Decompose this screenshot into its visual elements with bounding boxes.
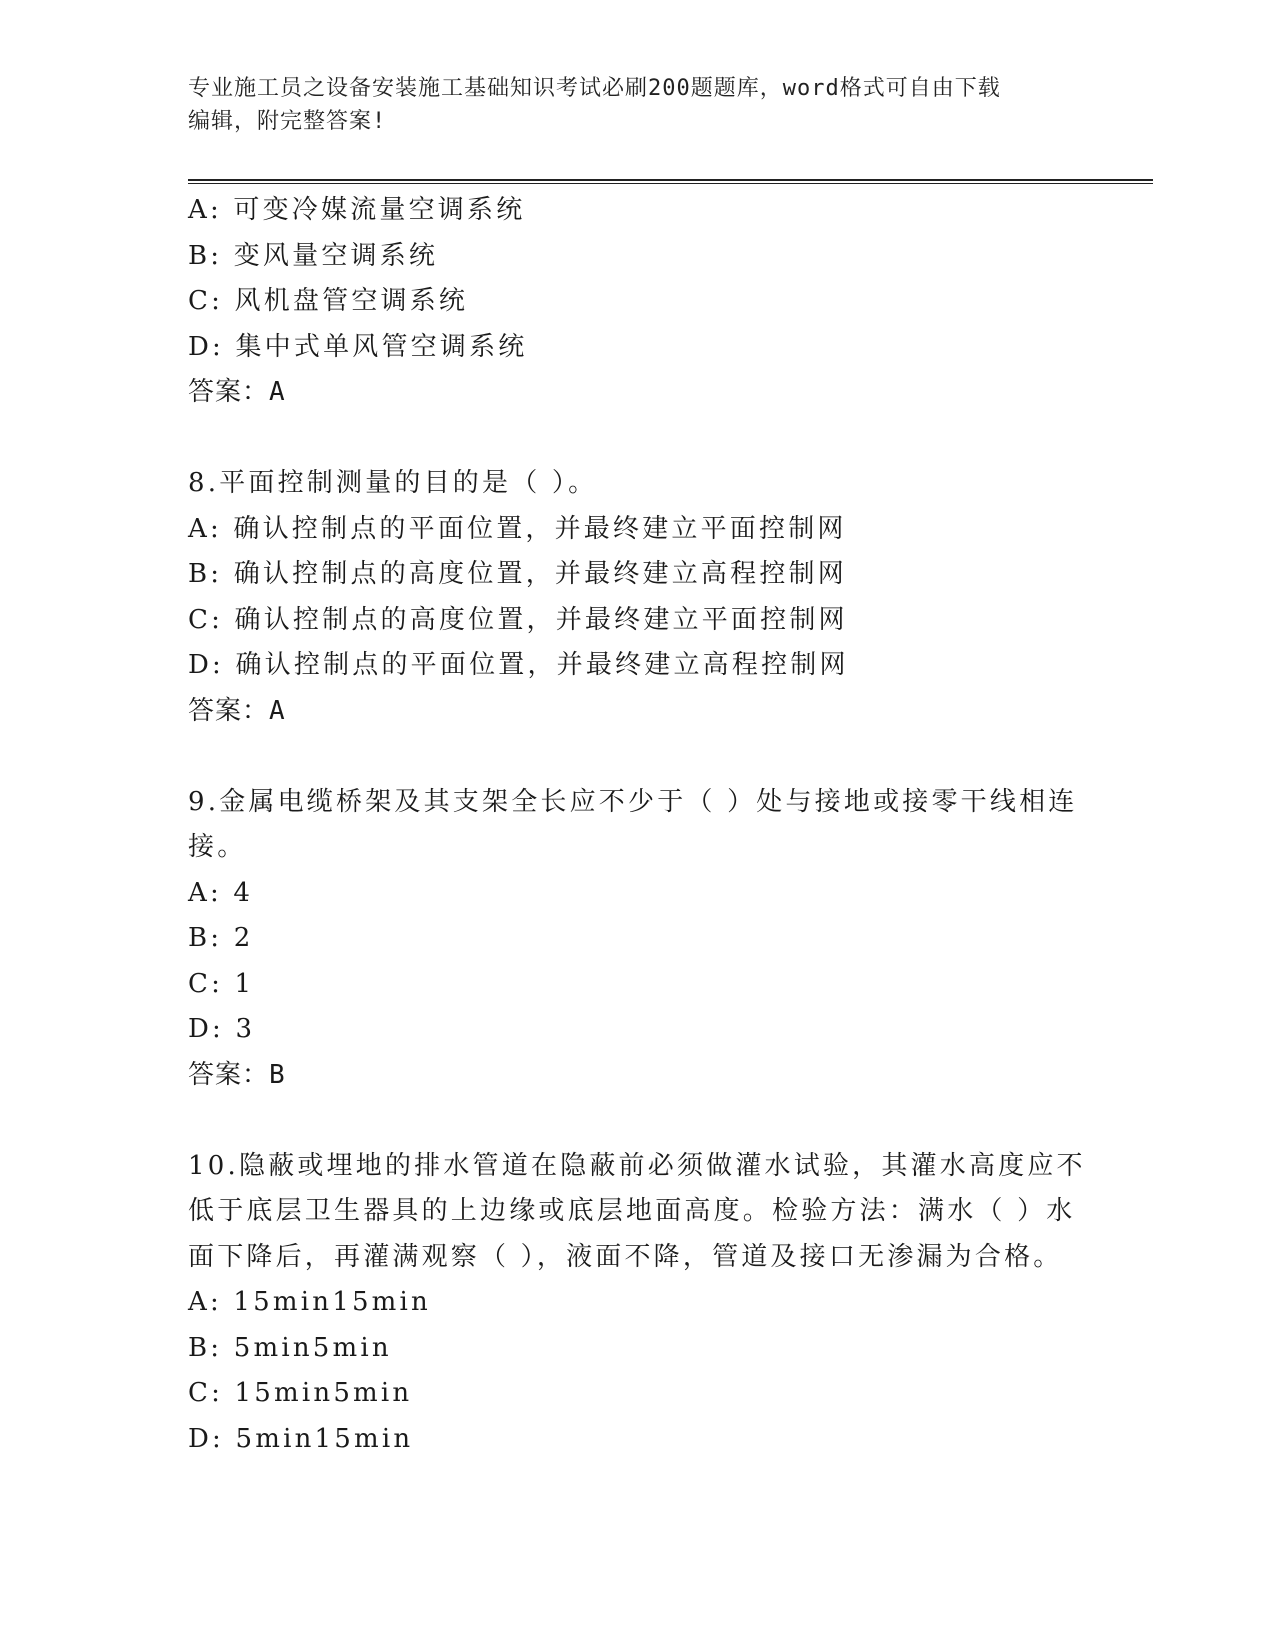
question-stem: 8.平面控制测量的目的是（ ）。	[188, 468, 598, 498]
question-block-8	[188, 461, 1088, 734]
question-stem-line-1: 9.金属电缆桥架及其支架全长应不少于（ ）处与接地或接零干线相连	[188, 786, 1078, 817]
question-block-9	[188, 780, 1088, 1099]
question-stem-line-2: 低于底层卫生器具的上边缘或底层地面高度。检验方法：满水（ ）水	[188, 1196, 1076, 1226]
option-c: C: 风机盘管空调系统	[188, 286, 469, 316]
option-a: A: 可变冷媒流量空调系统	[188, 195, 526, 225]
answer-line: 答案：A	[188, 695, 286, 726]
option-a: A: 15min15min	[188, 1287, 431, 1317]
question-stem-line-3: 面下降后，再灌满观察（ ），液面不降，管道及接口无渗漏为合格。	[188, 1241, 1063, 1272]
header-divider	[188, 179, 1153, 184]
spacer	[188, 734, 1088, 780]
option-a: A: 4	[188, 877, 254, 908]
option-c: C: 1	[188, 968, 255, 999]
question-block-7	[188, 188, 1088, 416]
header-title-line-1: 专业施工员之设备安装施工基础知识考试必刷200题题库，word格式可自由下载	[188, 76, 1001, 101]
option-c: C: 确认控制点的高度位置，并最终建立平面控制网	[188, 604, 848, 635]
option-d: D: 确认控制点的平面位置，并最终建立高程控制网	[188, 650, 849, 680]
question-stem-line-2: 接。	[188, 832, 247, 862]
option-d: D: 集中式单风管空调系统	[188, 331, 528, 362]
option-c: C: 15min5min	[188, 1378, 413, 1408]
option-b: B: 确认控制点的高度位置，并最终建立高程控制网	[188, 559, 847, 589]
spacer	[188, 416, 1088, 462]
option-b: B: 5min5min	[188, 1332, 392, 1363]
option-d: D: 5min15min	[188, 1423, 414, 1454]
spacer	[188, 1098, 1088, 1144]
question-block-10	[188, 1144, 1088, 1463]
option-d: D: 3	[188, 1014, 256, 1044]
answer-line: 答案：A	[188, 377, 286, 407]
document-header	[188, 72, 1068, 138]
option-a: A: 确认控制点的平面位置，并最终建立平面控制网	[188, 513, 847, 544]
option-b: B: 2	[188, 923, 254, 953]
answer-line: 答案：B	[188, 1059, 286, 1090]
header-title-line-2: 编辑，附完整答案!	[188, 109, 387, 134]
question-stem-line-1: 10.隐蔽或埋地的排水管道在隐蔽前必须做灌水试验，其灌水高度应不	[188, 1150, 1086, 1181]
option-b: B: 变风量空调系统	[188, 240, 439, 271]
question-content	[188, 188, 1088, 1462]
